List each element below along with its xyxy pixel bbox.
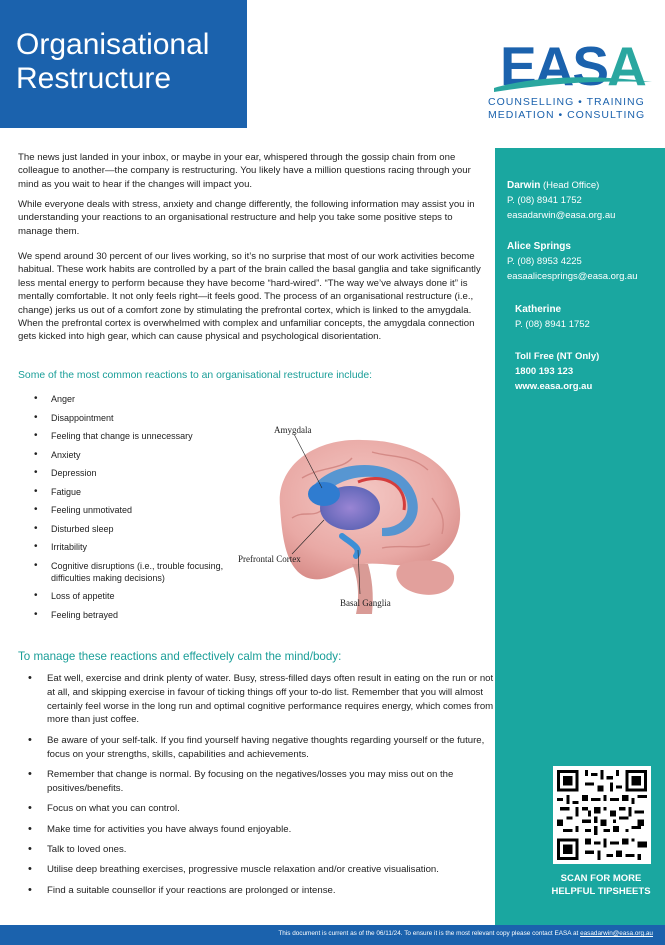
office-note-darwin: (Head Office) — [540, 180, 600, 191]
list-item: • Depression — [34, 467, 224, 479]
office-name-alice-springs: Alice Springs — [507, 241, 571, 252]
contact-toll-free — [515, 349, 599, 394]
list-item: • Eat well, exercise and drink plenty of water. Busy, stress-filled days often result in eating on the run or not at all, and skipping exercise in favour of ticking things off your to-do list. Remember that you will almost certainly feel worse in the long run and optimal cognitive performance requires energy, which comes from more than just coffee. — [28, 672, 498, 727]
label-basal-ganglia: Basal Ganglia — [340, 598, 391, 608]
toll-free-label: Toll Free (NT Only) — [515, 351, 600, 362]
list-item: • Loss of appetite — [34, 590, 224, 602]
list-item: • Feeling unmotivated — [34, 504, 224, 516]
label-prefrontal-cortex: Prefrontal Cortex — [238, 554, 301, 564]
qr-code[interactable] — [553, 766, 651, 864]
intro-paragraph-3: We spend around 30 percent of our lives working, so it’s no surprise that most of our work activities become habitual. These work habits are controlled by a part of the brain called the basal ganglia and take significantly less mental energy to perform because they have become “hard-wired”. “The way we’ve always done it” is mentally comfortable. It not only feels right—it feels good. The process of an organisational restructure (i.e., change) jerks us out of a comfort zone by stimulating the prefrontal cortex, which is linked to the amygdala. When the prefrontal cortex is overwhelmed with complex and unfamiliar concepts, the amygdala connection gets kicked into high gear, which can cause physical and psychological disorientation. — [18, 251, 481, 343]
office-name-katherine: Katherine — [515, 304, 562, 315]
list-item: • Be aware of your self-talk. If you find yourself having negative thoughts regarding yourself or the future, focus on your strengths, skills, capabilities and achievements. — [28, 734, 498, 762]
email-alice-springs[interactable]: easaalicesprings@easa.org.au — [507, 271, 638, 282]
title-line-1: Organisational — [16, 28, 210, 61]
footer-email-link[interactable]: easadarwin@easa.org.au — [580, 930, 653, 937]
list-item: • Find a suitable counsellor if your reactions are prolonged or intense. — [28, 884, 498, 898]
list-item: • Disappointment — [34, 412, 224, 424]
list-item: • Feeling betrayed — [34, 609, 224, 621]
logo-wordmark: EASA — [500, 35, 645, 97]
scan-caption — [539, 872, 663, 898]
easa-logo — [484, 36, 660, 126]
list-item: • Irritability — [34, 541, 224, 553]
list-item: • Utilise deep breathing exercises, progressive muscle relaxation and/or creative visualisation. — [28, 863, 498, 877]
toll-free-number: 1800 193 123 — [515, 366, 574, 377]
brain-icon — [232, 418, 492, 618]
list-item: • Feeling that change is unnecessary — [34, 430, 224, 442]
scan-line-2: HELPFUL TIPSHEETS — [551, 886, 651, 897]
list-item: • Anger — [34, 393, 224, 405]
page-title — [16, 28, 241, 96]
footer-bar — [0, 925, 665, 945]
contact-katherine — [515, 302, 590, 332]
reactions-heading: Some of the most common reactions to an organisational restructure include: — [18, 370, 373, 381]
brain-illustration — [232, 418, 492, 618]
contact-sidebar — [495, 148, 665, 925]
office-name-darwin: Darwin — [507, 180, 541, 191]
phone-alice-springs: P. (08) 8953 4225 — [507, 256, 582, 267]
title-line-2: Restructure — [16, 62, 172, 95]
qr-code-icon — [557, 770, 647, 860]
logo-tagline-2: MEDIATION • CONSULTING — [488, 109, 646, 121]
list-item: • Anxiety — [34, 449, 224, 461]
list-item: • Disturbed sleep — [34, 523, 224, 535]
contact-darwin — [507, 178, 615, 223]
list-item: • Talk to loved ones. — [28, 843, 498, 857]
intro-paragraph-1: The news just landed in your inbox, or maybe in your ear, whispered through the gossip chain from one colleague to another—the company is restructuring. You likely have a million questions racing through your mind as you wait to hear if the changes will impact you. — [18, 152, 471, 190]
list-item: • Make time for activities you have always found enjoyable. — [28, 823, 498, 837]
list-item: • Fatigue — [34, 486, 224, 498]
title-banner — [0, 0, 247, 128]
contact-alice-springs — [507, 239, 638, 284]
label-amygdala: Amygdala — [274, 425, 312, 435]
list-item: • Focus on what you can control. — [28, 802, 498, 816]
intro-paragraph-2: While everyone deals with stress, anxiety and change differently, the following information may assist you in understanding your reactions to an organisational restructure and help you take some positive steps to manage them. — [18, 199, 475, 237]
phone-darwin: P. (08) 8941 1752 — [507, 195, 582, 206]
list-item: • Remember that change is normal. By focusing on the negatives/losses you may miss out on the positives/benefits. — [28, 768, 498, 796]
manage-heading: To manage these reactions and effectively calm the mind/body: — [18, 650, 342, 663]
footer-text: This document is current as of the 06/11/24. To ensure it is the most relevant copy please contact EASA at easadarwin@easa.org.au — [278, 930, 653, 937]
scan-line-1: SCAN FOR MORE — [560, 873, 642, 884]
reactions-list — [34, 393, 224, 627]
list-item: • Cognitive disruptions (i.e., trouble focusing, difficulties making decisions) — [34, 560, 224, 584]
email-darwin[interactable]: easadarwin@easa.org.au — [507, 210, 616, 221]
logo-swoosh-icon — [484, 72, 660, 96]
logo-tagline-1: COUNSELLING • TRAINING — [488, 96, 645, 108]
tips-list — [28, 672, 498, 904]
phone-katherine: P. (08) 8941 1752 — [515, 319, 590, 330]
website-link[interactable]: www.easa.org.au — [515, 381, 593, 392]
